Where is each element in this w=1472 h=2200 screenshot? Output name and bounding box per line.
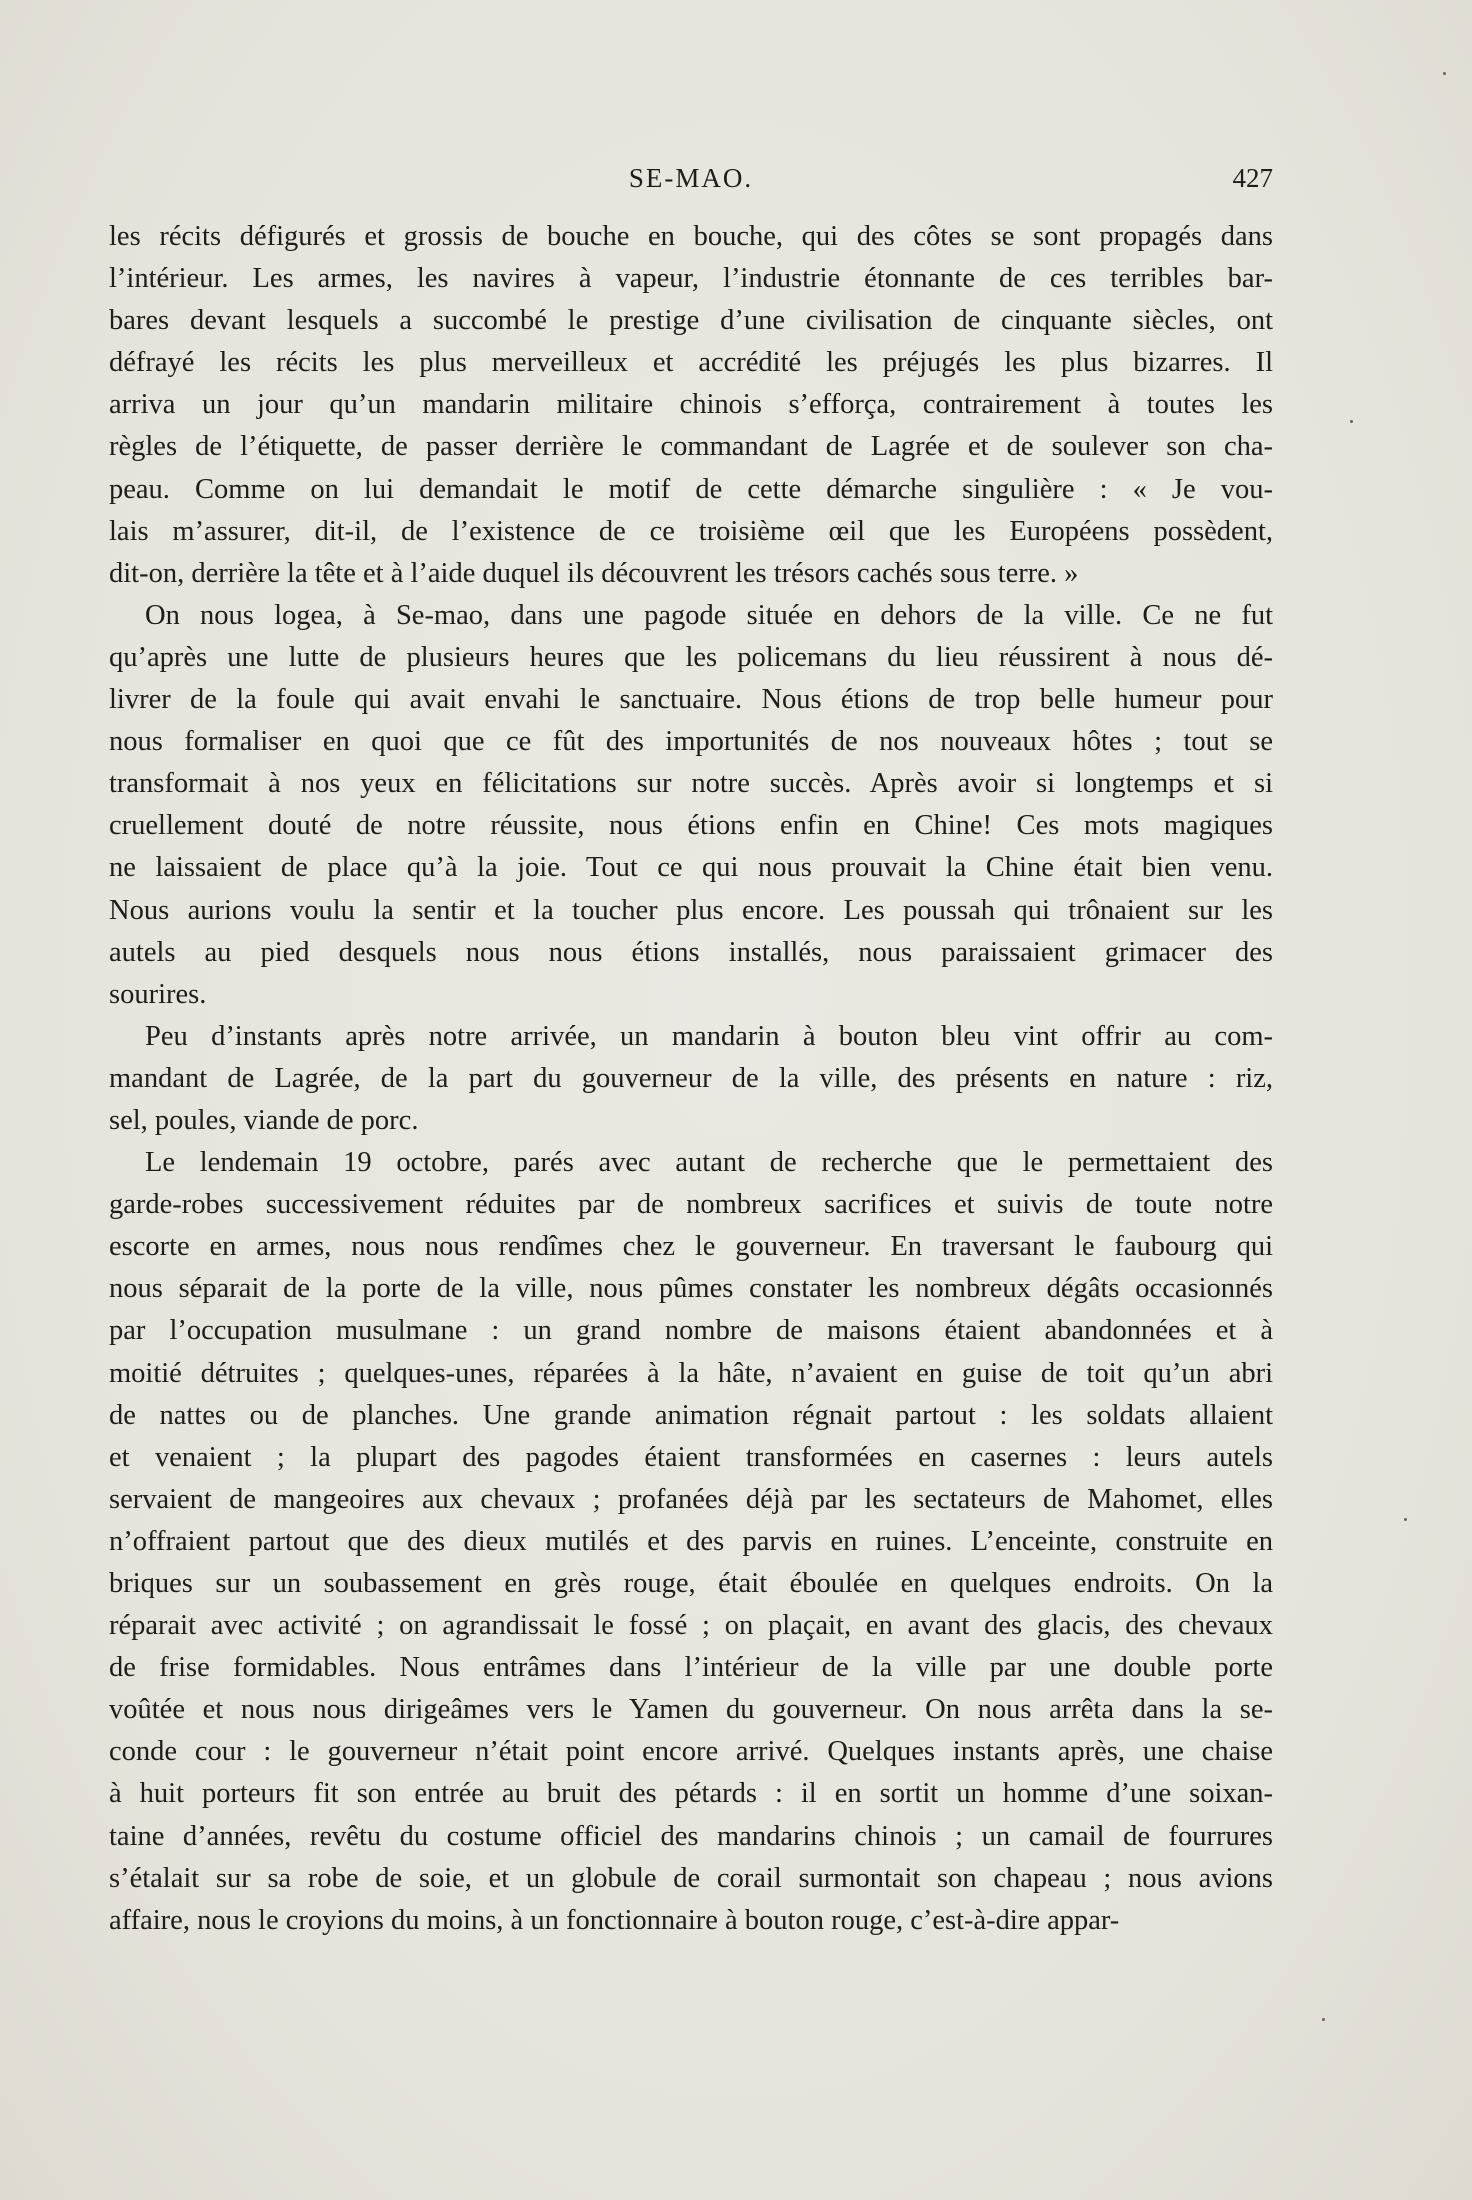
text-line: Le lendemain 19 octobre, parés avec autant de recherche que le permettaient des xyxy=(145,1147,1273,1179)
text-line: Nous aurions voulu la sentir et la toucher plus encore. Les poussah qui trônaient sur les xyxy=(109,894,1273,926)
text-line: mandant de Lagrée, de la part du gouverneur de la ville, des présents en nature : riz, xyxy=(109,1062,1273,1094)
text-line: de frise formidables. Nous entrâmes dans l’intérieur de la ville par une double porte xyxy=(109,1652,1273,1684)
text-line: ne laissaient de place qu’à la joie. Tout ce qui nous prouvait la Chine était bien venu. xyxy=(109,852,1273,884)
text-line: lais m’assurer, dit-il, de l’existence de ce troisième œil que les Européens possèdent, xyxy=(109,515,1273,547)
text-line: défrayé les récits les plus merveilleux et accrédité les préjugés les plus bizarres. Il xyxy=(109,347,1273,379)
text-line: moitié détruites ; quelques-unes, réparées à la hâte, n’avaient en guise de toit qu’un abri xyxy=(109,1357,1273,1389)
text-line: affaire, nous le croyions du moins, à un fonctionnaire à bouton rouge, c’est-à-dire appar- xyxy=(109,1904,1120,1936)
text-line: cruellement douté de notre réussite, nous étions enfin en Chine! Ces mots magiques xyxy=(109,810,1273,842)
text-line: nous séparait de la porte de la ville, nous pûmes constater les nombreux dégâts occasionnés xyxy=(109,1273,1273,1305)
paper-speck xyxy=(1322,2018,1325,2021)
text-line: livrer de la foule qui avait envahi le sanctuaire. Nous étions de trop belle humeur pour xyxy=(109,684,1273,716)
text-line: qu’après une lutte de plusieurs heures que les policemans du lieu réussirent à nous dé- xyxy=(109,641,1273,673)
text-line: nous formaliser en quoi que ce fût des importunités de nos nouveaux hôtes ; tout se xyxy=(109,726,1273,758)
page-number: 427 xyxy=(1232,163,1273,193)
text-line: servaient de mangeoires aux chevaux ; profanées déjà par les sectateurs de Mahomet, elles xyxy=(109,1483,1273,1515)
text-line: de nattes ou de planches. Une grande animation régnait partout : les soldats allaient xyxy=(109,1399,1273,1431)
text-line: conde cour : le gouverneur n’était point encore arrivé. Quelques instants après, une chaise xyxy=(109,1736,1273,1768)
text-line: s’étalait sur sa robe de soie, et un globule de corail surmontait son chapeau ; nous avions xyxy=(109,1862,1273,1894)
text-line: à huit porteurs fit son entrée au bruit des pétards : il en sortit un homme d’une soixan- xyxy=(109,1778,1273,1810)
running-head xyxy=(109,163,1273,203)
text-line: n’offraient partout que des dieux mutilés et des parvis en ruines. L’enceinte, construite en xyxy=(109,1525,1273,1557)
running-title: SE-MAO. xyxy=(628,163,754,193)
text-line: sel, poules, viande de porc. xyxy=(109,1104,419,1136)
text-line: sourires. xyxy=(109,978,207,1010)
paragraph xyxy=(109,1016,1273,1142)
paragraph xyxy=(109,1142,1273,1942)
text-line: l’intérieur. Les armes, les navires à vapeur, l’industrie étonnante de ces terribles bar- xyxy=(109,263,1273,295)
paper-speck xyxy=(1350,420,1353,423)
text-line: briques sur un soubassement en grès rouge, était éboulée en quelques endroits. On la xyxy=(109,1568,1273,1599)
text-line: garde-robes successivement réduites par de nombreux sacrifices et suivis de toute notre xyxy=(109,1189,1273,1221)
paragraph xyxy=(109,595,1273,1016)
text-line: par l’occupation musulmane : un grand nombre de maisons étaient abandonnées et à xyxy=(109,1315,1273,1347)
text-line: les récits défigurés et grossis de bouche en bouche, qui des côtes se sont propagés dans xyxy=(109,221,1273,252)
text-line: réparait avec activité ; on agrandissait le fossé ; on plaçait, en avant des glacis, des chevaux xyxy=(109,1610,1273,1642)
paragraph xyxy=(109,216,1273,595)
text-line: et venaient ; la plupart des pagodes étaient transformées en casernes : leurs autels xyxy=(109,1441,1273,1473)
text-line: taine d’années, revêtu du costume officiel des mandarins chinois ; un camail de fourrures xyxy=(109,1820,1273,1852)
text-line: transformait à nos yeux en félicitations sur notre succès. Après avoir si longtemps et si xyxy=(109,768,1273,800)
text-line: règles de l’étiquette, de passer derrière le commandant de Lagrée et de soulever son cha- xyxy=(109,431,1273,463)
paper-speck xyxy=(1443,72,1446,75)
body-text xyxy=(109,216,1273,1942)
text-line: dit-on, derrière la tête et à l’aide duquel ils découvrent les trésors cachés sous terre. » xyxy=(109,557,1079,589)
text-line: autels au pied desquels nous nous étions installés, nous paraissaient grimacer des xyxy=(109,936,1273,968)
text-line: arriva un jour qu’un mandarin militaire chinois s’efforça, contrairement à toutes les xyxy=(109,389,1273,421)
paper-speck xyxy=(1404,1518,1407,1521)
text-line: peau. Comme on lui demandait le motif de cette démarche singulière : « Je vou- xyxy=(109,473,1273,505)
text-line: voûtée et nous nous dirigeâmes vers le Yamen du gouverneur. On nous arrêta dans la se- xyxy=(109,1694,1273,1726)
text-line: On nous logea, à Se-mao, dans une pagode située en dehors de la ville. Ce ne fut xyxy=(145,599,1273,631)
text-line: bares devant lesquels a succombé le prestige d’une civilisation de cinquante siècles, ont xyxy=(109,305,1273,337)
text-line: Peu d’instants après notre arrivée, un mandarin à bouton bleu vint offrir au com- xyxy=(145,1020,1273,1052)
text-line: escorte en armes, nous nous rendîmes chez le gouverneur. En traversant le faubourg qui xyxy=(109,1231,1273,1263)
